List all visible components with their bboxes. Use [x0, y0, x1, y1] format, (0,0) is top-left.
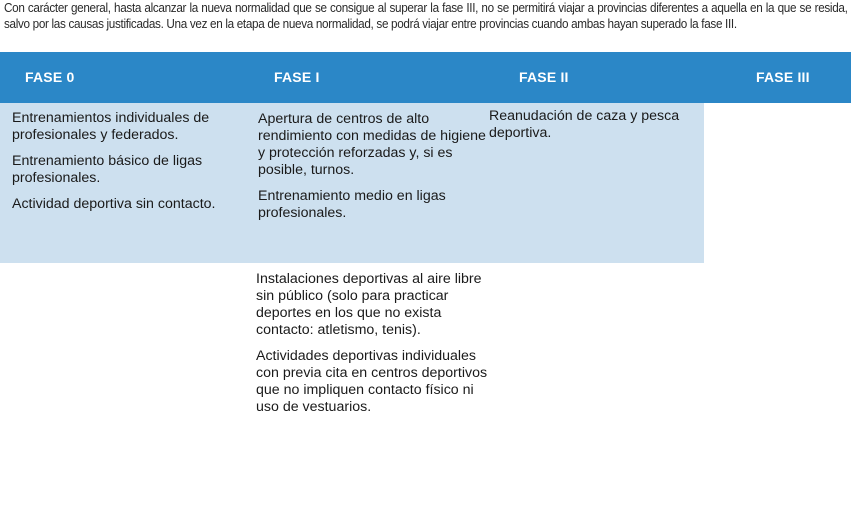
phase-0-item: Actividad deportiva sin contacto.: [12, 196, 216, 212]
phase-2-title: FASE II: [519, 69, 569, 85]
phase-0-item: Entrenamientos individuales de profesionales y federados.: [12, 110, 210, 143]
phase-2-item: Reanudación de caza y pesca deportiva.: [489, 108, 680, 141]
phase-1-extra-column: [256, 271, 491, 425]
phase-1-item: Entrenamiento medio en ligas profesionales.: [258, 188, 446, 221]
phase-0-column: [12, 110, 237, 222]
phase-1-extra-item: Actividades deportivas individuales con previa cita en centros deportivos que no impliquen contacto físico ni uso de vestuarios.: [256, 348, 488, 415]
phase-1-column: [258, 111, 490, 231]
phase-0-item: Entrenamiento básico de ligas profesionales.: [12, 153, 203, 186]
phase-header-band: [0, 52, 851, 103]
phase-1-title: FASE I: [274, 69, 320, 85]
phase-0-title: FASE 0: [25, 69, 75, 85]
phase-1-extra-item: Instalaciones deportivas al aire libre sin público (solo para practicar deportes en los que no exista contacto: atletismo, tenis).: [256, 271, 482, 338]
phase-2-column: [489, 108, 699, 151]
intro-paragraph: Con carácter general, hasta alcanzar la nueva normalidad que se consigue al superar la fase III, no se permitirá viajar a provincias diferentes a aquella en la que se resida, salvo por las causas justificadas. Una vez en la etapa de nueva normalidad, se podrá viajar entre provincias cuando ambas hayan superado la fase III.: [4, 1, 848, 31]
phase-1-item: Apertura de centros de alto rendimiento con medidas de higiene y protección reforzadas y, si es posible, turnos.: [258, 111, 486, 178]
phase-3-title: FASE III: [756, 69, 810, 85]
